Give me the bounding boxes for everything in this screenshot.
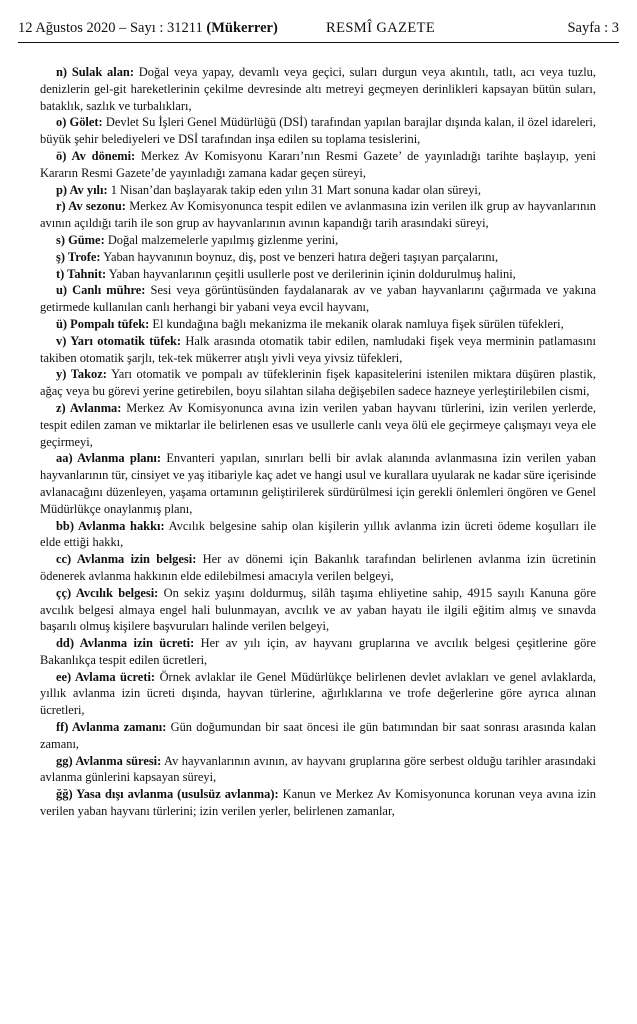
definition-term: y) Takoz: bbox=[56, 367, 107, 382]
definition-text: Av hayvanlarının avının, av hayvanı gruplarına göre serbest olduğu tarihler arasındaki avlanma günlerini kapsayan süreyi, bbox=[40, 753, 596, 785]
definition-item bbox=[40, 266, 596, 283]
issue-date-number: 12 Ağustos 2020 – Sayı : 31211 bbox=[18, 20, 203, 36]
definition-text: Gün doğumundan bir saat öncesi ile gün batımından bir saat sonrası arasında kalan zamanı, bbox=[40, 720, 596, 751]
definition-text: Kanun ve Merkez Av Komisyonunca korunan veya avına izin verilen yaban hayvanı türlerini; izin verilen yerler, belirlenen zamanlar, bbox=[40, 787, 596, 819]
definition-term: ee) Avlama ücreti: bbox=[56, 669, 156, 684]
definition-text: Sesi veya görüntüsünden faydalanarak av ve yaban hayvanlarını çağırmada ve yakına getirmede kullanılan canlı herhangi bir yabani veya evcil hayvanı, bbox=[40, 283, 596, 315]
definition-term: n) Sulak alan: bbox=[56, 65, 134, 79]
definition-text: Doğal malzemelerle yapılmış gizlenme yerini, bbox=[104, 232, 339, 247]
definition-text: Merkez Av Komisyonunca tespit edilen ve avlanmasına izin verilen ilk grup av hayvanlarının avının açıldığı tarih ile son grup av hayvanlarının avının kapandığı tarih arasındaki süreyi, bbox=[40, 199, 597, 231]
definition-term: t) Tahnit: bbox=[56, 266, 107, 281]
definition-item bbox=[40, 282, 596, 316]
definition-item bbox=[40, 114, 596, 148]
definition-term: dd) Avlanma izin ücreti: bbox=[56, 636, 195, 651]
definition-term: v) Yarı otomatik tüfek: bbox=[56, 333, 182, 348]
definition-text: 1 Nisan’dan başlayarak takip eden yılın 31 Mart sonuna kadar olan süreyi, bbox=[107, 182, 481, 197]
definition-item bbox=[40, 400, 596, 450]
definition-term: p) Av yılı: bbox=[56, 182, 108, 197]
definition-term: ff) Avlanma zamanı: bbox=[56, 720, 167, 735]
definition-item bbox=[40, 669, 596, 719]
definition-item bbox=[40, 182, 596, 199]
definition-term: r) Av sezonu: bbox=[56, 199, 126, 214]
definition-item bbox=[40, 366, 596, 400]
definition-term: aa) Avlanma planı: bbox=[56, 451, 162, 466]
definition-term: ğğ) Yasa dışı avlanma (usulsüz avlanma): bbox=[56, 787, 279, 802]
definition-text: Örnek avlaklar ile Genel Müdürlükçe belirlenen devlet avlakları ve genel avlaklarda, yıllık avlanma izin ücreti dışında, hayvan türlerine, ağırlıklarına ve trofe değerlerine göre ayrıca alınan ücretleri, bbox=[40, 669, 596, 718]
definition-term: s) Güme: bbox=[56, 232, 105, 247]
definition-text: Yarı otomatik ve pompalı av tüfeklerinin fişek kapasitelerini istenilen miktara düşüren plastik, ağaç veya bu görevi yerine getirebilen, boyu silahtan silaha değişebilen sadece hazneye yerleştirilebilen cismi, bbox=[40, 367, 596, 399]
definition-term: cc) Avlanma izin belgesi: bbox=[56, 552, 197, 567]
definition-text: Her av dönemi için Bakanlık tarafından belirlenen avlanma izin ücretinin ödenerek avlanma hakkının elde edilebilmesi amacıyla verilen belgeyi, bbox=[40, 552, 596, 583]
definition-text: El kundağına bağlı mekanizma ile mekanik olarak namluya fişek sürülen tüfekleri, bbox=[149, 316, 564, 331]
page-number: Sayfa : 3 bbox=[567, 20, 619, 36]
definition-text: Doğal veya yapay, devamlı veya geçici, suları durgun veya akıntılı, tatlı, acı veya tuzlu, denizlerin gel-git hareketlerinin çekilme devresinde altı metreyi geçmeyen derinlikleri kapsayan bütün suları, bataklık, sazlık ve turbalıkları, bbox=[40, 65, 596, 113]
definition-text: Yaban hayvanının boynuz, diş, post ve benzeri hatıra değeri taşıyan parçalarını, bbox=[100, 249, 499, 264]
definition-term: z) Avlanma: bbox=[56, 400, 122, 415]
definition-item bbox=[40, 786, 596, 820]
definitions-text bbox=[40, 64, 596, 820]
definition-term: ş) Trofe: bbox=[56, 249, 101, 264]
definition-text: Her av yılı için, av hayvanı gruplarına ve avcılık belgesi çeşitlerine göre Bakanlıkça tespit edilen ücretleri, bbox=[40, 636, 597, 667]
definition-item bbox=[40, 333, 596, 367]
definition-item bbox=[40, 518, 596, 552]
definition-term: bb) Avlanma hakkı: bbox=[56, 518, 165, 533]
definition-text: Devlet Su İşleri Genel Müdürlüğü (DSİ) tarafından yapılan barajlar dışında kalan, il özel idareleri, büyük şehir belediyeleri ve DSİ tarafından inşa edilen su toplama tesislerini, bbox=[40, 115, 597, 147]
definition-term: u) Canlı mühre: bbox=[56, 283, 146, 298]
definition-item bbox=[40, 64, 596, 114]
definition-term: gg) Avlanma süresi: bbox=[56, 753, 162, 768]
definition-item bbox=[40, 635, 596, 669]
definition-item bbox=[40, 249, 596, 266]
definition-text: Halk arasında otomatik tabir edilen, namludaki fişek veya merminin patlamasını takiben otomatik şarjlı, tek-tek mükerrer atışlı yivli veya yivsiz tüfekleri, bbox=[40, 333, 596, 365]
definition-item bbox=[40, 198, 596, 232]
header-divider bbox=[18, 42, 619, 43]
definition-text: On sekiz yaşını doldurmuş, silâh taşıma ehliyetine sahip, 4915 sayılı Kanuna göre avcılık belgesi almaya engel hali bulunmayan, avcılık ve av yaban hayatı ile ilgili eğitim almış ve sınavda başarılı olmuş kişilere başvuruları halinde verilen belgeyi, bbox=[40, 585, 596, 634]
definition-item bbox=[40, 719, 596, 753]
definition-item bbox=[40, 753, 596, 787]
definition-item bbox=[40, 585, 596, 635]
definition-item bbox=[40, 232, 596, 249]
gazette-name: RESMÎ GAZETE bbox=[326, 20, 436, 36]
definition-item bbox=[40, 450, 596, 517]
definition-item bbox=[40, 148, 596, 182]
definition-item bbox=[40, 316, 596, 333]
definition-text: Envanteri yapılan, sınırları belli bir avlak alanında avlanmasına izin verilen yaban hayvanlarının tür, cinsiyet ve yaş itibariyle kaç adet ve hangi usul ve kurallara uyularak ne kadar süre içerisinde avlanacağını düzenleyen, yaşama ortamının geliştirilerek sürdürülmesi için gerekli önlemleri öngören ve Genel Müdürlükçe onaylanmış planı, bbox=[40, 451, 596, 516]
mukerrer-label: (Mükerrer) bbox=[206, 20, 278, 36]
definition-text: Yaban hayvanlarının çeşitli usullerle post ve derilerinin içinin doldurulmuş halini, bbox=[106, 266, 516, 281]
definition-term: ö) Av dönemi: bbox=[56, 148, 136, 163]
definition-term: ü) Pompalı tüfek: bbox=[56, 316, 150, 331]
definition-text: Merkez Av Komisyonu Kararı’nın Resmi Gazete’ de yayınladığı tarihte başlayıp, yeni Kararın Resmi Gazete’de yayınladığı zamana kadar geçen süreyi, bbox=[40, 148, 596, 180]
definition-text: Merkez Av Komisyonunca avına izin verilen yaban hayvanı türlerini, izin verilen yerlerde, tespit edilen zaman ve miktarlar ile belirlenen esas ve usullerle canlı veya ölü ele geçirmeye çalışmayı veya ele geçirmeyi, bbox=[40, 400, 596, 449]
definition-term: o) Gölet: bbox=[56, 115, 103, 130]
definition-item bbox=[40, 551, 596, 585]
definition-text: Avcılık belgesine sahip olan kişilerin yıllık avlanma izin ücreti ödeme koşulları ile elde ettiği hakkı, bbox=[40, 518, 596, 550]
definition-term: çç) Avcılık belgesi: bbox=[56, 585, 159, 600]
page-header bbox=[18, 18, 619, 40]
issue-info bbox=[18, 20, 278, 37]
